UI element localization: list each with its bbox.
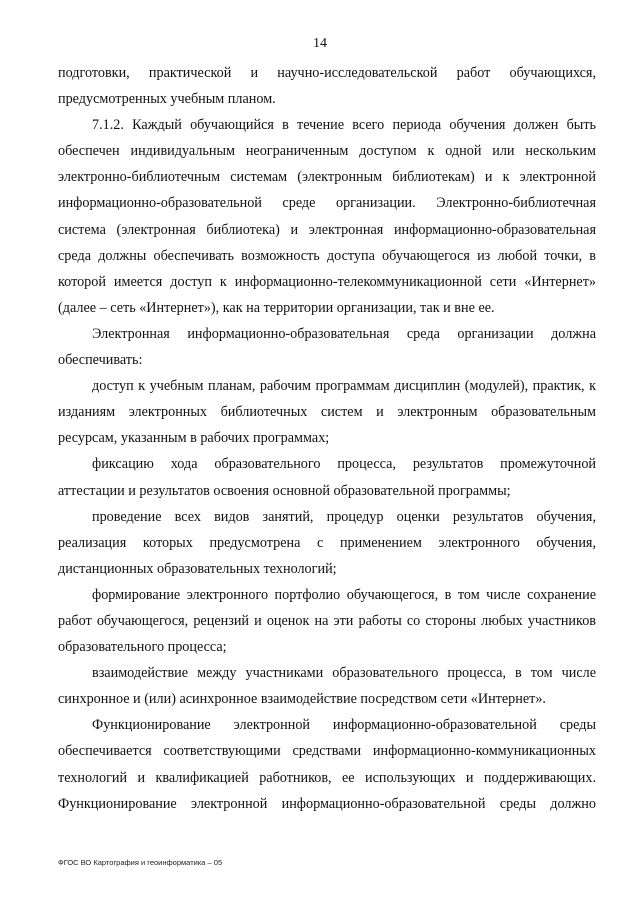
paragraph-7-1-2: 7.1.2. Каждый обучающийся в течение всего периода обучения должен быть обеспечен индивидуальным неограниченным доступом к одной или нескольким электронно-библиотечным системам (электронным библиотекам) и к электронной информационно-образовательной среде организации. Электронно-библиотечная система (электронная библиотека) и электронная информационно-образовательная среда должны обеспечивать возможность доступа обучающегося из любой точки, в которой имеется доступ к информационно-телекоммуникационной сети «Интернет» (далее – сеть «Интернет»), как на территории организации, так и вне ее. <box>58 117 596 316</box>
document-footer: ФГОС ВО Картография и геоинформатика – 05 <box>58 858 223 867</box>
paragraph-functioning: Функционирование электронной информационно-образовательной среды обеспечивается соответствующими средствами информационно-коммуникационных технологий и квалификацией работников, ее использующих и поддерживающих. Функционирование электронной информационно-образовательной среды должно <box>58 717 596 812</box>
list-item-classes: проведение всех видов занятий, процедур оценки результатов обучения, реализация которых предусмотрена с применением электронного обучения, дистанционных образовательных технологий; <box>58 508 596 577</box>
paragraph-continuation: подготовки, практической и научно-исследовательской работ обучающихся, предусмотренных учебным планом. <box>58 65 596 108</box>
list-item-portfolio: формирование электронного портфолио обучающегося, в том числе сохранение работ обучающегося, рецензий и оценок на эти работы со стороны любых участников образовательного процесса; <box>58 586 596 656</box>
list-item-interaction: взаимодействие между участниками образовательного процесса, в том числе синхронное и (или) асинхронное взаимодействие посредством сети «Интернет». <box>58 665 596 708</box>
list-item-fixation: фиксацию хода образовательного процесса, результатов промежуточной аттестации и результатов освоения основной образовательной программы; <box>58 456 596 499</box>
list-item-access: доступ к учебным планам, рабочим программам дисциплин (модулей), практик, к изданиям электронных библиотечных систем и электронным образовательным ресурсам, указанным в рабочих программах; <box>58 378 596 447</box>
paragraph-eios-must-provide: Электронная информационно-образовательная среда организации должна обеспечивать: <box>58 325 596 369</box>
document-body <box>58 60 596 817</box>
page-number: 14 <box>313 36 327 51</box>
